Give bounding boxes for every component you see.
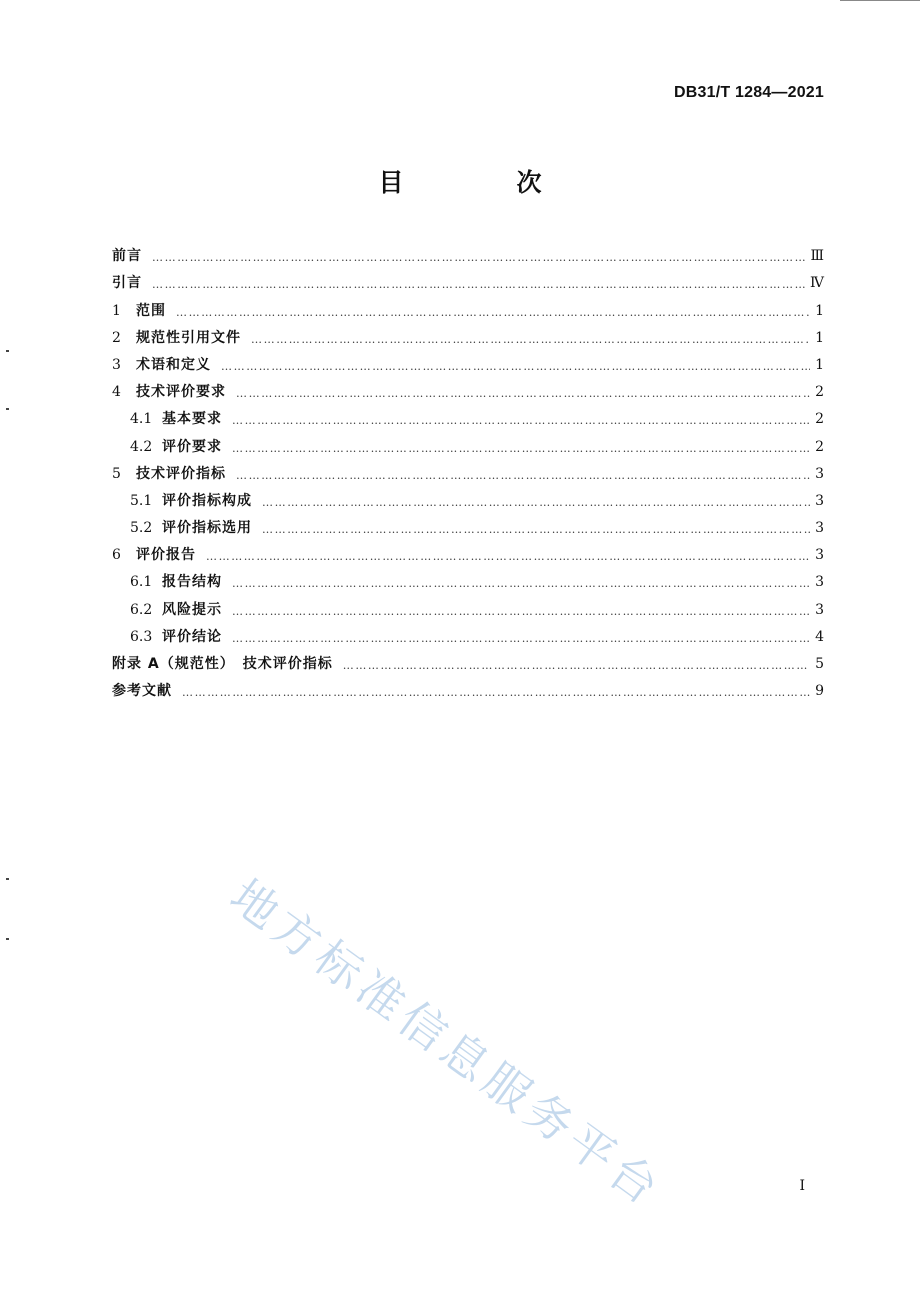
toc-dot-leader bbox=[182, 687, 810, 698]
toc-entry-number: 6.1 bbox=[130, 574, 153, 591]
toc-dot-leader bbox=[232, 415, 810, 426]
toc-entry[interactable] bbox=[112, 454, 824, 481]
toc-entry-label: 评价结论 bbox=[162, 628, 222, 645]
toc-dot-leader bbox=[152, 252, 806, 263]
toc-entry-label: 前言 bbox=[112, 248, 142, 265]
toc-entry-number: 5.1 bbox=[130, 492, 153, 509]
toc-entry[interactable] bbox=[112, 399, 824, 426]
toc-dot-leader bbox=[236, 388, 810, 399]
toc-dot-leader bbox=[232, 633, 810, 644]
toc-entry-page: 3 bbox=[815, 601, 824, 618]
scan-mark bbox=[6, 350, 9, 352]
toc-entry-label: 评价指标选用 bbox=[162, 520, 252, 537]
toc-entry-page: 1 bbox=[815, 329, 824, 346]
scan-mark bbox=[6, 878, 9, 880]
toc-entry-label: 技术评价要求 bbox=[136, 384, 226, 401]
toc-entry-page: 4 bbox=[815, 628, 824, 645]
toc-entry[interactable] bbox=[112, 426, 824, 453]
toc-entry[interactable] bbox=[112, 236, 824, 263]
toc-entry-page: 3 bbox=[815, 492, 824, 509]
toc-entry-label: 报告结构 bbox=[162, 574, 222, 591]
toc-entry-number: 4 bbox=[112, 384, 121, 401]
toc-entry-page: 3 bbox=[815, 547, 824, 564]
toc-dot-leader bbox=[232, 606, 810, 617]
toc-entry-label: 评价指标构成 bbox=[162, 492, 252, 509]
toc-dot-leader bbox=[221, 361, 810, 372]
toc-entry[interactable] bbox=[112, 263, 824, 290]
toc-entry[interactable] bbox=[112, 290, 824, 317]
toc-entry-number: 4.1 bbox=[130, 411, 153, 428]
toc-dot-leader bbox=[232, 578, 810, 589]
toc-entry-label: 风险提示 bbox=[162, 601, 222, 618]
page-number: I bbox=[799, 1178, 805, 1194]
toc-entry-number: 6.2 bbox=[130, 601, 153, 618]
toc-entry[interactable] bbox=[112, 671, 824, 698]
toc-dot-leader bbox=[232, 443, 810, 454]
toc-dot-leader bbox=[176, 307, 810, 318]
toc-dot-leader bbox=[206, 551, 810, 562]
toc-entry-page: 2 bbox=[815, 438, 824, 455]
toc-entry-page: 9 bbox=[815, 683, 824, 700]
toc-entry-label: 评价要求 bbox=[162, 438, 222, 455]
toc-title: 目 次 bbox=[378, 168, 586, 197]
toc-entry-page: Ⅳ bbox=[810, 275, 824, 292]
toc-entry-number: 3 bbox=[112, 356, 121, 373]
document-code: DB31/T 1284—2021 bbox=[674, 84, 824, 101]
toc-entry-page: 3 bbox=[815, 574, 824, 591]
toc-dot-leader bbox=[343, 660, 810, 671]
toc-dot-leader bbox=[251, 334, 810, 345]
toc-entry-number: 1 bbox=[112, 302, 121, 319]
toc-entry[interactable] bbox=[112, 481, 824, 508]
toc-entry-number: 4.2 bbox=[130, 438, 153, 455]
toc-entry-page: 1 bbox=[815, 356, 824, 373]
toc-entry[interactable] bbox=[112, 562, 824, 589]
toc-entry[interactable] bbox=[112, 372, 824, 399]
toc-entry-number: 2 bbox=[112, 329, 121, 346]
toc-dot-leader bbox=[262, 524, 810, 535]
toc-entry-label: 参考文献 bbox=[112, 683, 172, 700]
toc-entry[interactable] bbox=[112, 617, 824, 644]
toc-entry-label: 引言 bbox=[112, 275, 142, 292]
toc-entry-label: 附录 A（规范性） 技术评价指标 bbox=[112, 656, 333, 672]
toc-dot-leader bbox=[152, 279, 806, 290]
toc-entry[interactable] bbox=[112, 535, 824, 562]
top-edge-line bbox=[840, 0, 920, 1]
toc-dot-leader bbox=[236, 470, 810, 481]
toc-entry[interactable] bbox=[112, 508, 824, 535]
toc-entry-label: 评价报告 bbox=[136, 547, 196, 564]
table-of-contents bbox=[112, 236, 824, 698]
toc-entry[interactable] bbox=[112, 345, 824, 372]
toc-dot-leader bbox=[262, 497, 810, 508]
toc-entry-label: 技术评价指标 bbox=[136, 465, 226, 482]
toc-entry-number: 6 bbox=[112, 547, 121, 564]
toc-entry-number: 6.3 bbox=[130, 628, 153, 645]
toc-entry[interactable] bbox=[112, 644, 824, 671]
toc-entry-page: 3 bbox=[815, 465, 824, 482]
scan-mark bbox=[6, 408, 9, 410]
toc-entry-page: 1 bbox=[815, 302, 824, 319]
toc-entry-page: 3 bbox=[815, 520, 824, 537]
toc-entry-number: 5 bbox=[112, 465, 121, 482]
toc-entry-label: 基本要求 bbox=[162, 411, 222, 428]
toc-entry-number: 5.2 bbox=[130, 520, 153, 537]
toc-entry-page: Ⅲ bbox=[810, 248, 824, 265]
scan-mark bbox=[6, 938, 9, 940]
toc-entry-label: 术语和定义 bbox=[136, 356, 211, 373]
toc-entry[interactable] bbox=[112, 318, 824, 345]
toc-entry-label: 范围 bbox=[136, 302, 166, 319]
toc-entry-label: 规范性引用文件 bbox=[136, 329, 241, 346]
toc-entry-page: 5 bbox=[815, 656, 824, 672]
toc-entry[interactable] bbox=[112, 589, 824, 616]
toc-entry-page: 2 bbox=[815, 411, 824, 428]
watermark: 地方标准信息服务平台 bbox=[220, 868, 673, 1218]
toc-entry-page: 2 bbox=[815, 384, 824, 401]
